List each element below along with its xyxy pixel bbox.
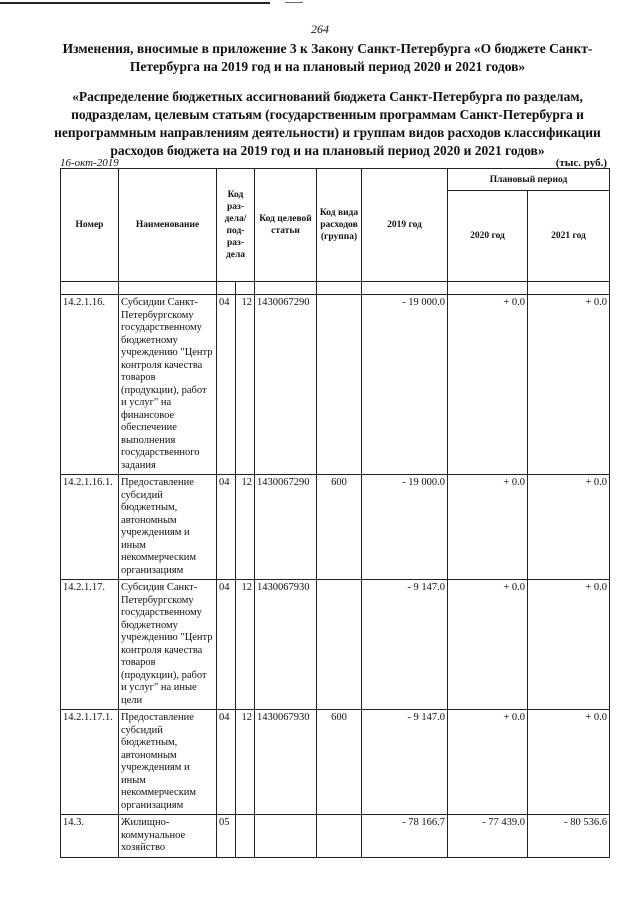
row-type (317, 295, 362, 475)
row-number: 14.2.1.16. (61, 295, 119, 475)
header-planned-period: Плановый период (448, 169, 610, 191)
row-subsection (236, 815, 255, 858)
header-2020: 2020 год (448, 191, 528, 282)
row-section: 04 (217, 710, 236, 815)
appendix-title: «Распределение бюджетных ассигнований бюджета Санкт-Петербурга по разделам, подразделам, целевым статьям (государственным программам Санкт-Петербурга и непрограммным направлениям деятельности) и группам видов расходов классификации расходов бюджета на 2019 год и на плановый период 2020 и 2021 годов» (54, 89, 601, 158)
row-type (317, 580, 362, 710)
row-2020: + 0.0 (448, 295, 528, 475)
row-section: 04 (217, 580, 236, 710)
row-target: 1430067290 (255, 475, 317, 580)
header-target-code: Код целевой статьи (255, 169, 317, 282)
table-row (61, 580, 610, 710)
header-expense-type-code: Код вида расходов (группа) (317, 169, 362, 282)
header-2021: 2021 год (528, 191, 610, 282)
row-name: Жилищно-коммунальное хозяйство (119, 815, 217, 858)
row-target: 1430067290 (255, 295, 317, 475)
row-2019: - 19 000.0 (362, 295, 448, 475)
row-section: 05 (217, 815, 236, 858)
row-2019: - 9 147.0 (362, 580, 448, 710)
row-2021: - 80 536.6 (528, 815, 610, 858)
row-target (255, 815, 317, 858)
row-type: 600 (317, 475, 362, 580)
header-2019: 2019 год (362, 169, 448, 282)
row-type (317, 815, 362, 858)
row-section: 04 (217, 295, 236, 475)
row-target: 1430067930 (255, 710, 317, 815)
row-2021: + 0.0 (528, 475, 610, 580)
table-row (61, 475, 610, 580)
row-name: Предоставление субсидий бюджетным, автономным учреждениям и иным некоммерческим организациям (119, 475, 217, 580)
row-subsection: 12 (236, 580, 255, 710)
table-row (61, 815, 610, 858)
header-section-code: Код раз- дела/ под- раз- дела (217, 169, 255, 282)
top-rule (0, 2, 270, 4)
row-subsection: 12 (236, 475, 255, 580)
row-2021: + 0.0 (528, 295, 610, 475)
row-number: 14.2.1.16.1. (61, 475, 119, 580)
row-target: 1430067930 (255, 580, 317, 710)
row-2020: + 0.0 (448, 710, 528, 815)
document-date: 16-окт-2019 (60, 157, 119, 169)
row-type: 600 (317, 710, 362, 815)
row-name: Субсидии Санкт-Петербургскому государственному бюджетному учреждению "Центр контроля качества товаров (продукции), работ и услуг" на финансовое обеспечение выполнения государственного задания (119, 295, 217, 475)
units-label: (тыс. руб.) (555, 157, 607, 169)
row-section: 04 (217, 475, 236, 580)
row-2020: + 0.0 (448, 580, 528, 710)
top-rule-short (285, 2, 303, 3)
row-name: Субсидия Санкт-Петербургскому государственному бюджетному учреждению "Центр контроля качества товаров (продукции), работ и услуг" на иные цели (119, 580, 217, 710)
row-number: 14.2.1.17.1. (61, 710, 119, 815)
row-number: 14.3. (61, 815, 119, 858)
row-2020: - 77 439.0 (448, 815, 528, 858)
row-2019: - 19 000.0 (362, 475, 448, 580)
row-2021: + 0.0 (528, 710, 610, 815)
row-number: 14.2.1.17. (61, 580, 119, 710)
row-name: Предоставление субсидий бюджетным, автономным учреждениям и иным некоммерческим организациям (119, 710, 217, 815)
header-number: Номер (61, 169, 119, 282)
row-2019: - 9 147.0 (362, 710, 448, 815)
page-number: 264 (311, 22, 329, 36)
table-row (61, 710, 610, 815)
row-subsection: 12 (236, 710, 255, 815)
budget-table (60, 168, 610, 858)
table-row (61, 295, 610, 475)
row-subsection: 12 (236, 295, 255, 475)
row-2021: + 0.0 (528, 580, 610, 710)
header-name: Наименование (119, 169, 217, 282)
row-2020: + 0.0 (448, 475, 528, 580)
document-title: Изменения, вносимые в приложение 3 к Закону Санкт-Петербурга «О бюджете Санкт-Петербурга на 2019 год и на плановый период 2020 и 2021 годов» (62, 41, 593, 74)
row-2019: - 78 166.7 (362, 815, 448, 858)
